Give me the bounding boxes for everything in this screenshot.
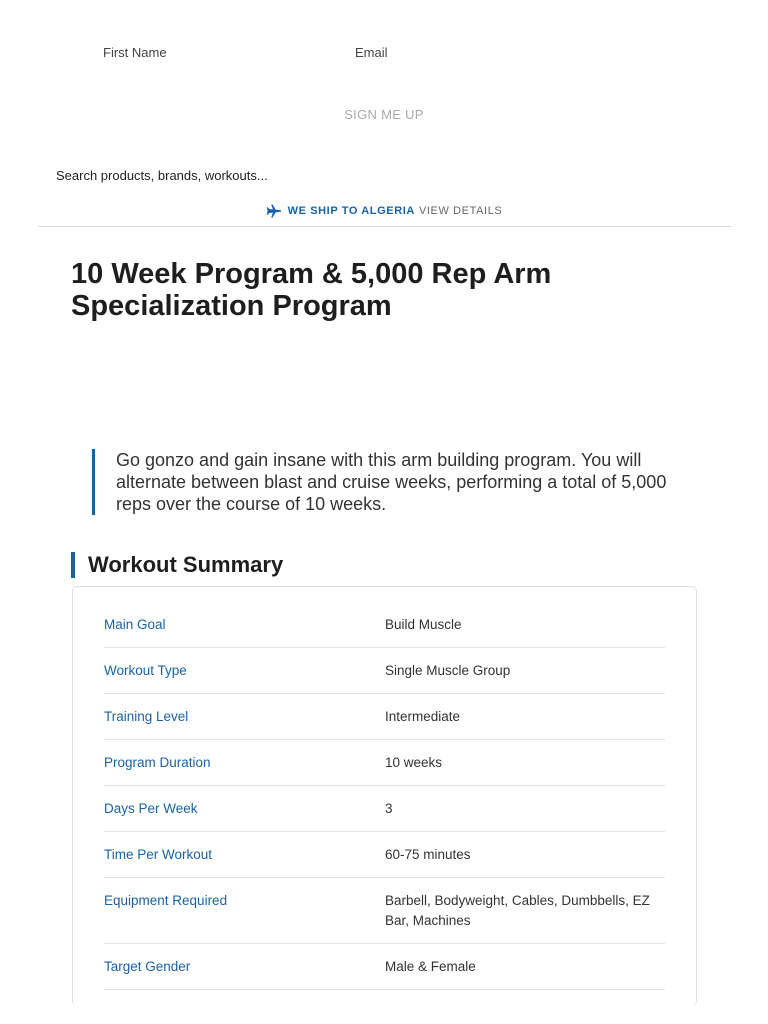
- airplane-icon: [266, 203, 282, 219]
- summary-value: Single Muscle Group: [385, 648, 665, 694]
- summary-value: Intermediate: [385, 694, 665, 740]
- summary-row-program-duration: [104, 740, 665, 786]
- summary-key: Workout Type: [104, 648, 385, 694]
- view-details-link[interactable]: VIEW DETAILS: [418, 205, 503, 217]
- workout-summary-table: [104, 602, 665, 990]
- summary-row-days-per-week: [104, 786, 665, 832]
- summary-key: Main Goal: [104, 602, 385, 648]
- workout-summary-card: [72, 586, 697, 1006]
- shipping-bar: [0, 200, 768, 222]
- summary-key: Program Duration: [104, 740, 385, 786]
- summary-value: Male & Female: [385, 944, 665, 990]
- shipping-message: WE SHIP TO ALGERIA: [287, 205, 415, 217]
- summary-row-equipment-required: [104, 878, 665, 944]
- workout-summary-heading: Workout Summary: [71, 552, 283, 578]
- summary-value-text: Barbell, Bodyweight, Cables, Dumbbells, EZ Bar, Machines: [385, 893, 650, 928]
- intro-quote: Go gonzo and gain insane with this arm building program. You will alternate between blast and cruise weeks, performing a total of 5,000 reps over the course of 10 weeks.: [92, 449, 672, 515]
- search-input[interactable]: [56, 163, 496, 187]
- summary-key: Target Gender: [104, 944, 385, 990]
- summary-row-target-gender: [104, 944, 665, 990]
- summary-row-main-goal: [104, 602, 665, 648]
- header-divider: [38, 226, 732, 227]
- summary-row-time-per-workout: [104, 832, 665, 878]
- summary-value: 60-75 minutes: [385, 832, 665, 878]
- summary-value: Build Muscle: [385, 602, 665, 648]
- summary-value: 3: [385, 786, 665, 832]
- summary-row-training-level: [104, 694, 665, 740]
- summary-value: [385, 878, 665, 944]
- page-title: 10 Week Program & 5,000 Rep Arm Specialization Program: [71, 258, 552, 322]
- summary-key: Equipment Required: [104, 878, 385, 944]
- summary-row-workout-type: [104, 648, 665, 694]
- summary-key: Days Per Week: [104, 786, 385, 832]
- sign-up-button[interactable]: SIGN ME UP: [320, 103, 448, 125]
- first-name-label[interactable]: First Name: [103, 45, 167, 60]
- summary-value: 10 weeks: [385, 740, 665, 786]
- summary-key: Time Per Workout: [104, 832, 385, 878]
- summary-key: Training Level: [104, 694, 385, 740]
- email-label[interactable]: Email: [355, 45, 388, 60]
